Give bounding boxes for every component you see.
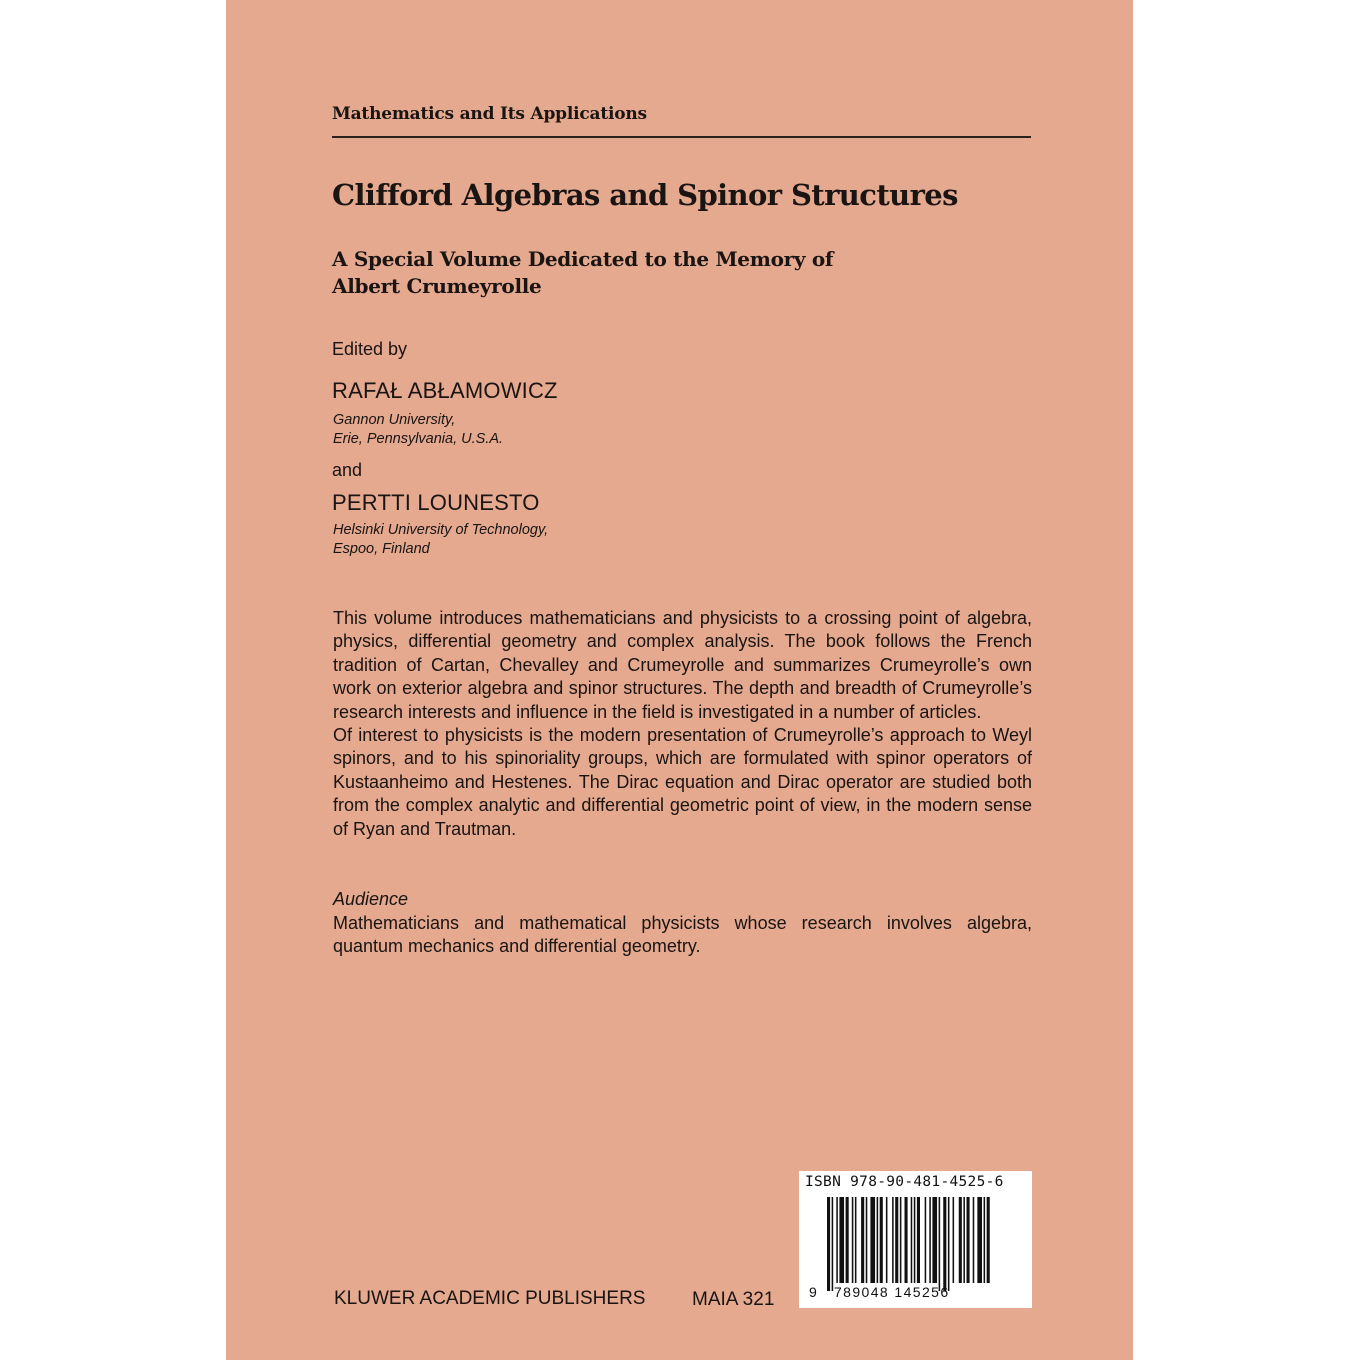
- barcode-bar: [870, 1197, 875, 1283]
- editor-affiliation: [333, 411, 503, 449]
- barcode-bar: [943, 1197, 946, 1291]
- barcode-bar: [977, 1197, 982, 1283]
- editor-name: RAFAŁ ABŁAMOWICZ: [332, 378, 558, 403]
- description-paragraph: Of interest to physicists is the modern presentation of Crumeyrolle’s approach to Weyl spinors, and to his spinoriality groups, which are formulated with spinor operators of Kustaanheimo and Hestenes. The Dirac equation and Dirac operator are studied both from the complex analytic and differential geometric point of view, in the modern sense of Ryan and Trautman.: [333, 725, 1032, 839]
- barcode-bar: [967, 1197, 970, 1283]
- subtitle-line: Albert Crumeyrolle: [332, 274, 542, 298]
- barcode-bar: [877, 1197, 879, 1283]
- barcode-bar: [895, 1197, 898, 1283]
- barcode-bar: [973, 1197, 975, 1283]
- barcode-bar: [846, 1197, 849, 1283]
- barcode-bar: [948, 1197, 950, 1291]
- description: [333, 607, 1032, 841]
- barcode-bar: [959, 1197, 962, 1283]
- audience-text: Mathematicians and mathematical physicists whose research involves algebra, quantum mechanics and differential geometry.: [333, 913, 1032, 957]
- publisher-name: KLUWER ACADEMIC PUBLISHERS: [334, 1288, 646, 1309]
- barcode-bar: [953, 1197, 955, 1283]
- affiliation-line: Erie, Pennsylvania, U.S.A.: [333, 431, 504, 447]
- barcode-bar: [861, 1197, 864, 1283]
- affiliation-line: Helsinki University of Technology,: [333, 522, 549, 538]
- barcode-bar: [905, 1197, 908, 1283]
- barcode-bar: [839, 1197, 844, 1283]
- affiliation-line: Gannon University,: [333, 412, 456, 428]
- barcode-bar: [917, 1197, 920, 1283]
- ean-digits: 789048 145256: [834, 1284, 950, 1300]
- barcode-bar: [866, 1197, 868, 1283]
- subtitle-line: A Special Volume Dedicated to the Memory of: [332, 247, 834, 271]
- barcode-bar: [836, 1197, 838, 1283]
- book-back-cover: [226, 0, 1133, 1360]
- edited-by-label: Edited by: [332, 339, 408, 359]
- header-rule: [332, 136, 1031, 138]
- barcode-bar: [827, 1197, 830, 1291]
- editor-affiliation: [333, 521, 548, 559]
- barcode-bar: [855, 1197, 857, 1283]
- editor-name: PERTTI LOUNESTO: [332, 490, 540, 515]
- audience-heading: Audience: [333, 889, 409, 909]
- barcode-bar: [880, 1197, 883, 1283]
- series-title: Mathematics and Its Applications: [332, 104, 647, 124]
- barcode-bar: [832, 1197, 834, 1291]
- barcode-bar: [932, 1197, 937, 1283]
- barcode-bar: [886, 1197, 888, 1283]
- barcode-bar: [925, 1197, 927, 1283]
- barcode-bar: [892, 1197, 894, 1283]
- isbn-label: ISBN 978-90-481-4525-6: [805, 1174, 1004, 1190]
- book-title: Clifford Algebras and Spinor Structures: [332, 178, 958, 212]
- affiliation-line: Espoo, Finland: [333, 541, 430, 557]
- barcode-bar: [911, 1197, 913, 1283]
- series-code: MAIA 321: [692, 1289, 775, 1310]
- barcode-bar: [914, 1197, 916, 1283]
- ean-lead-digit: 9: [809, 1284, 817, 1300]
- book-subtitle: [332, 246, 932, 300]
- barcode-bar: [963, 1197, 965, 1283]
- barcode-bar: [939, 1197, 941, 1291]
- barcode-bar: [929, 1197, 931, 1283]
- barcode-bar: [900, 1197, 902, 1283]
- barcode-bar: [987, 1197, 990, 1283]
- barcode-bar: [852, 1197, 854, 1283]
- barcode: [799, 1171, 1032, 1308]
- description-paragraph: This volume introduces mathematicians and physicists to a crossing point of algebra, physics, differential geometry and complex analysis. The book follows the French tradition of Cartan, Chevalley and Crumeyrolle and summarizes Crumeyrolle’s own work on exterior algebra and spinor structures. The depth and breadth of Crumeyrolle’s research interests and influence in the field is investigated in a number of articles.: [333, 608, 1032, 722]
- and-label: and: [332, 460, 363, 480]
- barcode-bar: [984, 1197, 986, 1283]
